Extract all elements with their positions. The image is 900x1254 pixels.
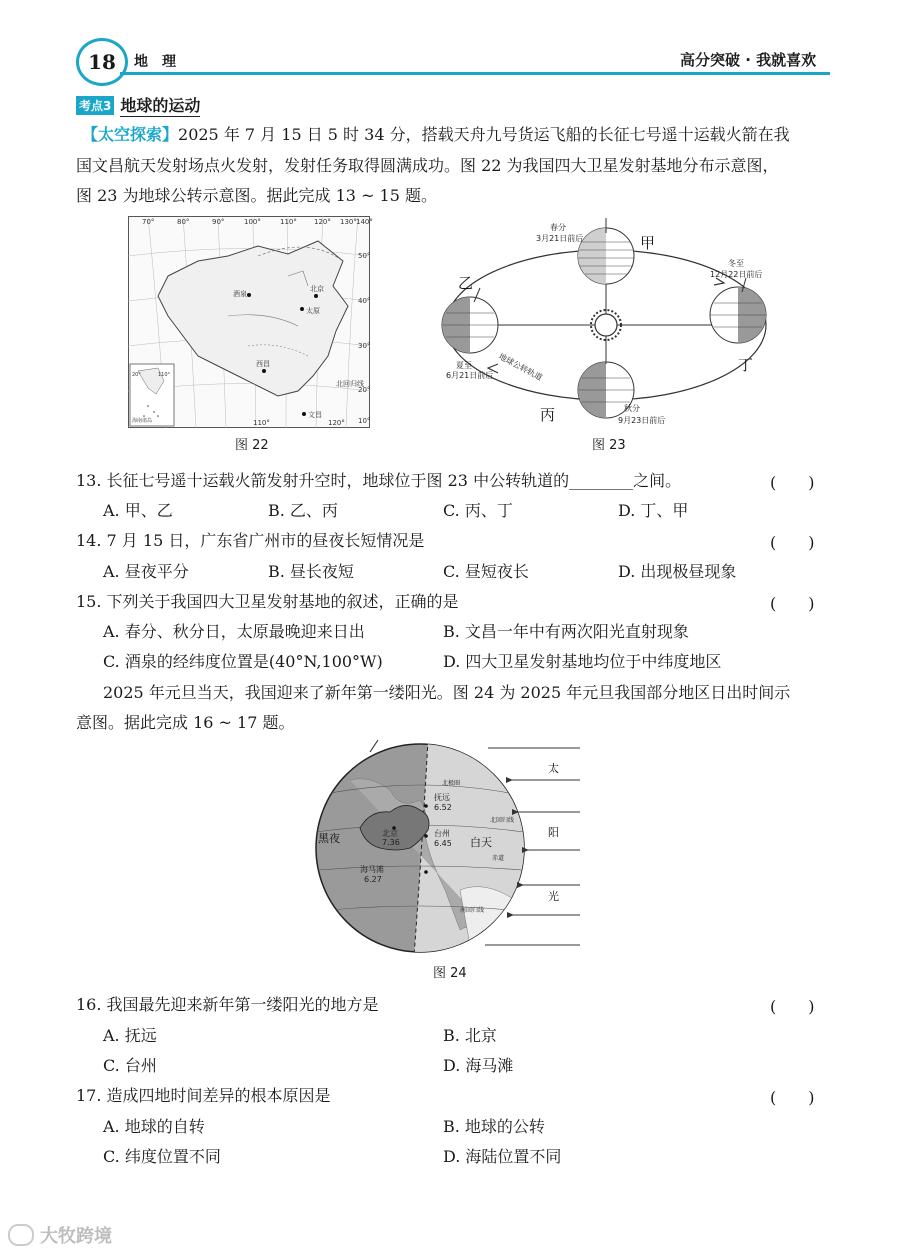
- answer-paren: ( ): [770, 594, 815, 613]
- option: D. 四大卫星发射基地均位于中纬度地区: [443, 652, 722, 671]
- lon-label: 120°: [328, 419, 345, 427]
- header-slogan: 高分突破 · 我就喜欢: [680, 51, 817, 69]
- time-fuyuan: 6.52: [434, 803, 452, 812]
- watermark-icon: [8, 1224, 34, 1246]
- subject-label: 地 理: [134, 54, 176, 70]
- lon-label: 110°: [253, 419, 270, 427]
- option: D. 出现极昼现象: [618, 562, 737, 581]
- watermark: 大牧跨境: [8, 1222, 112, 1248]
- city-beijing: 北京: [310, 285, 324, 293]
- intro1-tag: 【太空探索】: [82, 125, 179, 144]
- summer-date: 6月21日前后: [446, 371, 494, 380]
- orbit-label: 地球公转轨道: [497, 351, 544, 383]
- sun-char-3: 光: [548, 890, 559, 903]
- option: A. 甲、乙: [103, 501, 173, 520]
- place-fuyuan: 抚远: [434, 793, 450, 802]
- line-tropic: 北回归线: [490, 817, 515, 824]
- inset-lat: 20°: [132, 372, 141, 378]
- question-stem: 16. 我国最先迎来新年第一缕阳光的地方是: [76, 995, 379, 1014]
- answer-paren: ( ): [770, 997, 815, 1016]
- city-xichang-dot: [262, 369, 266, 373]
- page-number-badge: [76, 38, 128, 86]
- intro1-line3: 图 23 为地球公转示意图。据此完成 13 ~ 15 题。: [76, 186, 438, 205]
- intro2-line2: 意图。据此完成 16 ~ 17 题。: [76, 713, 295, 732]
- place-taizhou: 台州: [434, 829, 450, 838]
- option: C. 酒泉的经纬度位置是(40°N,100°W): [103, 652, 383, 671]
- inset-lon: 110°: [158, 372, 171, 378]
- question-stem: 13. 长征七号遥十运载火箭发射升空时，地球位于图 23 中公转轨道的________之间。: [76, 471, 682, 490]
- option: C. 丙、丁: [443, 501, 513, 520]
- intro1-line2: 国文昌航天发射场点火发射，发射任务取得圆满成功。图 22 为我国四大卫星发射基地分布示意图，: [76, 156, 779, 175]
- place-haimatan: 海马滩: [360, 865, 384, 874]
- time-beijing: 7.36: [382, 838, 400, 847]
- sun-char-1: 太: [548, 762, 559, 775]
- question-stem: 17. 造成四地时间差异的根本原因是: [76, 1086, 331, 1105]
- winter-date: 12月22日前后: [710, 270, 763, 279]
- lon-label: 80°: [177, 218, 190, 226]
- pos-yi: 乙: [458, 274, 474, 292]
- answer-paren: ( ): [770, 533, 815, 552]
- city-xichang: 西昌: [256, 360, 270, 368]
- autumn-date: 9月23日前后: [618, 416, 666, 425]
- lon-label: 100°: [244, 218, 261, 226]
- globe-summer: [442, 288, 498, 353]
- autumn-label: 秋分: [624, 404, 640, 413]
- globe-spring: [578, 218, 634, 284]
- figure-23-orbit: [428, 208, 788, 434]
- time-taizhou: 6.45: [434, 839, 452, 848]
- lon-label: 110°: [280, 218, 297, 226]
- sun-icon: [591, 310, 621, 340]
- city-wenchang-dot: [302, 412, 306, 416]
- option: D. 丁、甲: [618, 501, 689, 520]
- option: A. 昼夜平分: [103, 562, 189, 581]
- line-equator: 赤道: [492, 855, 505, 862]
- option: B. 文昌一年中有两次阳光直射现象: [443, 622, 689, 641]
- figure-23-caption: 图 23: [592, 438, 626, 453]
- lat-label: 50°: [358, 252, 371, 260]
- lon-label: 70°: [142, 218, 155, 226]
- lon-label: 140°: [356, 218, 373, 226]
- lon-label: 130°: [340, 218, 357, 226]
- tropic-label: 北回归线: [336, 380, 364, 388]
- option: C. 昼短夜长: [443, 562, 529, 581]
- question-stem: 14. 7 月 15 日，广东省广州市的昼夜长短情况是: [76, 531, 425, 550]
- section-tag: 考点3: [76, 96, 114, 115]
- sun-char-2: 阳: [548, 826, 559, 839]
- answer-paren: ( ): [770, 473, 815, 492]
- city-taiyuan-dot: [300, 307, 304, 311]
- figure-24-globe: [310, 740, 590, 956]
- question-stem: 15. 下列关于我国四大卫星发射基地的叙述，正确的是: [76, 592, 459, 611]
- summer-label: 夏至: [456, 361, 472, 370]
- section-heading: [76, 93, 200, 117]
- city-jiuquan-dot: [247, 293, 251, 297]
- section-title: 地球的运动: [120, 93, 200, 117]
- pos-jia: 甲: [640, 234, 656, 252]
- option: C. 台州: [103, 1056, 157, 1075]
- intro1-line1: 【太空探索】2025 年 7 月 15 日 5 时 34 分，搭载天舟九号货运飞船的长征七号遥十运载火箭在我: [82, 125, 790, 144]
- option: D. 海陆位置不同: [443, 1147, 562, 1166]
- option: A. 春分、秋分日，太原最晚迎来日出: [103, 622, 365, 641]
- time-haimatan: 6.27: [364, 875, 382, 884]
- option: D. 海马滩: [443, 1056, 514, 1075]
- option: B. 北京: [443, 1026, 497, 1045]
- option: B. 昼长夜短: [268, 562, 354, 581]
- lat-label: 10°: [358, 417, 371, 425]
- figure-24-caption: 图 24: [433, 966, 467, 981]
- globe-winter: [710, 278, 766, 343]
- inset-title: 海南诸岛: [132, 418, 153, 424]
- winter-label: 冬至: [728, 259, 744, 268]
- answer-paren: ( ): [770, 1088, 815, 1107]
- lat-label: 30°: [358, 342, 371, 350]
- header-rule: [120, 72, 830, 75]
- option: A. 地球的自转: [103, 1117, 205, 1136]
- figure-22-caption: 图 22: [235, 438, 269, 453]
- spring-label: 春分: [550, 223, 566, 232]
- option: B. 乙、丙: [268, 501, 338, 520]
- lon-label: 90°: [212, 218, 225, 226]
- option: A. 抚远: [103, 1026, 157, 1045]
- spring-date: 3月21日前后: [536, 234, 584, 243]
- city-jiuquan: 酒泉: [233, 290, 247, 298]
- option: C. 纬度位置不同: [103, 1147, 221, 1166]
- line-tropic-s: 南回归线: [460, 907, 485, 914]
- pos-ding: 丁: [738, 356, 754, 374]
- pos-bing: 丙: [540, 406, 556, 424]
- intro2-line1: 2025 年元旦当天，我国迎来了新年第一缕阳光。图 24 为 2025 年元旦我国部分地区日出时间示: [103, 683, 791, 702]
- figure-22-map: [128, 216, 373, 428]
- lat-label: 20°: [358, 386, 371, 394]
- day-label: 白天: [470, 836, 492, 849]
- lon-label: 120°: [314, 218, 331, 226]
- line-arctic: 北极圈: [442, 780, 461, 787]
- option: B. 地球的公转: [443, 1117, 545, 1136]
- night-label: 黑夜: [318, 832, 340, 845]
- city-beijing-dot: [314, 294, 318, 298]
- page-number: 18: [88, 50, 116, 74]
- city-wenchang: 文昌: [308, 411, 322, 419]
- city-taiyuan: 太原: [306, 307, 320, 315]
- place-beijing: 北京: [382, 829, 398, 838]
- lat-label: 40°: [358, 297, 371, 305]
